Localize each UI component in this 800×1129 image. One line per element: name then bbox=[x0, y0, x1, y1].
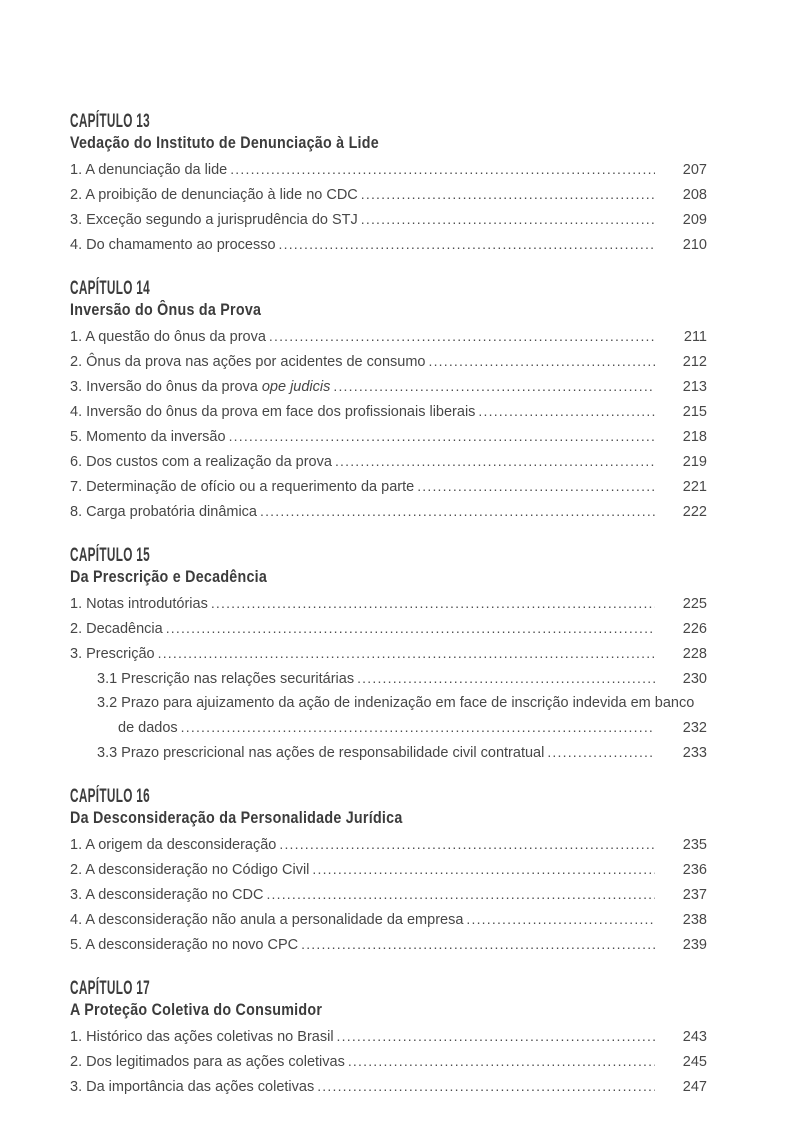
entry-page-number: 210 bbox=[682, 237, 707, 253]
toc-entry bbox=[70, 691, 707, 740]
chapter-title bbox=[70, 807, 707, 828]
dot-leader bbox=[478, 399, 655, 424]
toc-entry bbox=[70, 740, 707, 765]
dot-leader bbox=[166, 616, 655, 641]
chapter-kicker-text: CAPÍTULO 14 bbox=[70, 278, 150, 299]
toc bbox=[70, 112, 707, 1121]
toc-entry bbox=[70, 832, 707, 857]
toc-entry bbox=[70, 641, 707, 666]
chapter-title bbox=[70, 566, 707, 587]
toc-entry bbox=[70, 157, 707, 182]
entry-page-number: 208 bbox=[682, 187, 707, 203]
toc-entry bbox=[70, 1049, 707, 1074]
toc-entry-row bbox=[70, 374, 707, 399]
chapter-kicker-text: CAPÍTULO 13 bbox=[70, 111, 150, 132]
dot-leader bbox=[361, 182, 655, 207]
chapter-kicker-text: CAPÍTULO 16 bbox=[70, 786, 150, 807]
toc-entry-row bbox=[70, 499, 707, 524]
toc-entry-row bbox=[97, 666, 707, 691]
dot-leader bbox=[337, 1024, 655, 1049]
entry-page-number: 209 bbox=[682, 212, 707, 228]
toc-entry-row bbox=[70, 591, 707, 616]
toc-entry bbox=[70, 324, 707, 349]
entry-page-number: 213 bbox=[682, 379, 707, 395]
toc-chapter bbox=[70, 112, 707, 257]
dot-leader bbox=[260, 499, 655, 524]
toc-entry-row bbox=[70, 157, 707, 182]
entry-page-number: 228 bbox=[682, 646, 707, 662]
toc-chapter bbox=[70, 546, 707, 765]
entry-page-number: 207 bbox=[682, 162, 707, 178]
toc-entry-row bbox=[70, 641, 707, 666]
chapter-title-text: Vedação do Instituto de Denunciação à Lide bbox=[70, 133, 379, 152]
toc-entry-row bbox=[70, 857, 707, 882]
entry-page-number: 238 bbox=[682, 912, 707, 928]
toc-entry bbox=[70, 882, 707, 907]
entry-label: 2. Ônus da prova nas ações por acidentes de consumo bbox=[70, 354, 426, 370]
dot-leader bbox=[357, 666, 655, 691]
toc-chapter bbox=[70, 279, 707, 524]
chapter-kicker bbox=[70, 787, 707, 806]
entry-label: 2. Dos legitimados para as ações coletivas bbox=[70, 1054, 345, 1070]
toc-entry-row bbox=[70, 616, 707, 641]
dot-leader bbox=[279, 232, 655, 257]
toc-entry-row bbox=[70, 907, 707, 932]
toc-entry bbox=[70, 1074, 707, 1099]
entry-page-number: 233 bbox=[682, 745, 707, 761]
chapter-title-text: A Proteção Coletiva do Consumidor bbox=[70, 1000, 323, 1019]
entry-page-number: 247 bbox=[682, 1079, 707, 1095]
toc-entry-row bbox=[97, 715, 707, 740]
toc-entry-row bbox=[70, 932, 707, 957]
chapter-title-text: Da Prescrição e Decadência bbox=[70, 567, 268, 586]
entry-page-number: 236 bbox=[682, 862, 707, 878]
entry-page-number: 243 bbox=[682, 1029, 707, 1045]
entry-label: 6. Dos custos com a realização da prova bbox=[70, 454, 332, 470]
chapter-kicker bbox=[70, 546, 707, 565]
toc-entry-row bbox=[70, 349, 707, 374]
toc-entry bbox=[70, 399, 707, 424]
dot-leader bbox=[266, 882, 655, 907]
chapter-kicker bbox=[70, 112, 707, 131]
entry-page-number: 211 bbox=[683, 329, 707, 345]
toc-entry bbox=[70, 449, 707, 474]
toc-entry bbox=[70, 182, 707, 207]
entry-label: 4. Do chamamento ao processo bbox=[70, 237, 276, 253]
dot-leader bbox=[312, 857, 655, 882]
dot-leader bbox=[317, 1074, 655, 1099]
entry-label: 2. A proibição de denunciação à lide no CDC bbox=[70, 187, 358, 203]
dot-leader bbox=[466, 907, 655, 932]
toc-entry bbox=[70, 666, 707, 691]
entry-label: 3.1 Prescrição nas relações securitárias bbox=[97, 671, 355, 687]
entry-page-number: 215 bbox=[682, 404, 707, 420]
chapter-title bbox=[70, 299, 707, 320]
entry-page-number: 226 bbox=[682, 621, 707, 637]
toc-entry-row bbox=[70, 1049, 707, 1074]
entry-label: 3. A desconsideração no CDC bbox=[70, 887, 264, 903]
entry-page-number: 212 bbox=[682, 354, 707, 370]
toc-entry-row bbox=[70, 882, 707, 907]
toc-entry bbox=[70, 374, 707, 399]
dot-leader bbox=[301, 932, 655, 957]
entry-page-number: 237 bbox=[682, 887, 707, 903]
entry-page-number: 219 bbox=[682, 454, 707, 470]
toc-entry bbox=[70, 424, 707, 449]
entry-label-line: 3.2 Prazo para ajuizamento da ação de indenização em face de inscrição indevida em banco bbox=[97, 695, 695, 711]
dot-leader bbox=[269, 324, 655, 349]
toc-entry bbox=[70, 857, 707, 882]
toc-entry-row bbox=[70, 1024, 707, 1049]
dot-leader bbox=[211, 591, 655, 616]
toc-entry bbox=[70, 499, 707, 524]
dot-leader bbox=[361, 207, 655, 232]
entry-label: 1. A origem da desconsideração bbox=[70, 837, 277, 853]
entry-page-number: 245 bbox=[682, 1054, 707, 1070]
toc-chapter bbox=[70, 979, 707, 1099]
chapter-title-text: Da Desconsideração da Personalidade Jurídica bbox=[70, 808, 403, 827]
dot-leader bbox=[335, 449, 655, 474]
toc-entry bbox=[70, 932, 707, 957]
entry-page-number: 222 bbox=[682, 504, 707, 520]
dot-leader bbox=[230, 157, 655, 182]
toc-entry-row bbox=[70, 449, 707, 474]
toc-entry bbox=[70, 907, 707, 932]
dot-leader bbox=[333, 374, 655, 399]
entry-page-number: 239 bbox=[682, 937, 707, 953]
toc-entry bbox=[70, 1024, 707, 1049]
entry-label: 3. Da importância das ações coletivas bbox=[70, 1079, 315, 1095]
entry-label: 1. A questão do ônus da prova bbox=[70, 329, 266, 345]
entry-label: 8. Carga probatória dinâmica bbox=[70, 504, 257, 520]
toc-entry bbox=[70, 616, 707, 641]
toc-entry bbox=[70, 474, 707, 499]
entry-label: 3.3 Prazo prescricional nas ações de responsabilidade civil contratual bbox=[97, 745, 545, 761]
toc-entry-row bbox=[70, 207, 707, 232]
entry-label: 3. Inversão do ônus da prova ope judicis bbox=[70, 379, 331, 395]
toc-entry-row bbox=[70, 832, 707, 857]
entry-label: 1. Histórico das ações coletivas no Brasil bbox=[70, 1029, 334, 1045]
toc-entry bbox=[70, 591, 707, 616]
toc-entry-row bbox=[97, 740, 707, 765]
toc-entry bbox=[70, 349, 707, 374]
toc-entry bbox=[70, 232, 707, 257]
chapter-title bbox=[70, 132, 707, 153]
toc-chapter bbox=[70, 787, 707, 957]
toc-entry-row bbox=[70, 1074, 707, 1099]
toc-entry-row bbox=[70, 232, 707, 257]
chapter-kicker bbox=[70, 979, 707, 998]
toc-entry bbox=[70, 207, 707, 232]
entry-label: de dados bbox=[118, 720, 178, 736]
entry-label: 4. A desconsideração não anula a personalidade da empresa bbox=[70, 912, 464, 928]
dot-leader bbox=[279, 832, 655, 857]
toc-entry-row bbox=[70, 424, 707, 449]
chapter-kicker-text: CAPÍTULO 15 bbox=[70, 545, 150, 566]
dot-leader bbox=[547, 740, 655, 765]
toc-entry-row bbox=[70, 324, 707, 349]
entry-page-number: 235 bbox=[682, 837, 707, 853]
toc-entry-row bbox=[70, 399, 707, 424]
entry-label: 3. Prescrição bbox=[70, 646, 155, 662]
chapter-title-text: Inversão do Ônus da Prova bbox=[70, 300, 262, 319]
dot-leader bbox=[348, 1049, 655, 1074]
toc-entry-row bbox=[70, 182, 707, 207]
entry-label-italic: ope judicis bbox=[261, 379, 331, 395]
chapter-kicker-text: CAPÍTULO 17 bbox=[70, 978, 150, 999]
dot-leader bbox=[428, 349, 655, 374]
entry-page-number: 225 bbox=[682, 596, 707, 612]
entry-label: 2. Decadência bbox=[70, 621, 163, 637]
entry-label: 1. A denunciação da lide bbox=[70, 162, 228, 178]
entry-label: 5. A desconsideração no novo CPC bbox=[70, 937, 299, 953]
toc-entry-row bbox=[70, 474, 707, 499]
entry-page-number: 230 bbox=[682, 671, 707, 687]
entry-label: 5. Momento da inversão bbox=[70, 429, 226, 445]
entry-label: 2. A desconsideração no Código Civil bbox=[70, 862, 310, 878]
entry-label: 3. Exceção segundo a jurisprudência do STJ bbox=[70, 212, 358, 228]
entry-label: 4. Inversão do ônus da prova em face dos profissionais liberais bbox=[70, 404, 476, 420]
chapter-title bbox=[70, 999, 707, 1020]
entry-page-number: 221 bbox=[682, 479, 707, 495]
entry-page-number: 232 bbox=[682, 720, 707, 736]
dot-leader bbox=[158, 641, 655, 666]
dot-leader bbox=[417, 474, 655, 499]
dot-leader bbox=[229, 424, 655, 449]
chapter-kicker bbox=[70, 279, 707, 298]
entry-page-number: 218 bbox=[682, 429, 707, 445]
entry-label: 1. Notas introdutórias bbox=[70, 596, 208, 612]
dot-leader bbox=[181, 715, 655, 740]
entry-label: 7. Determinação de ofício ou a requerimento da parte bbox=[70, 479, 415, 495]
